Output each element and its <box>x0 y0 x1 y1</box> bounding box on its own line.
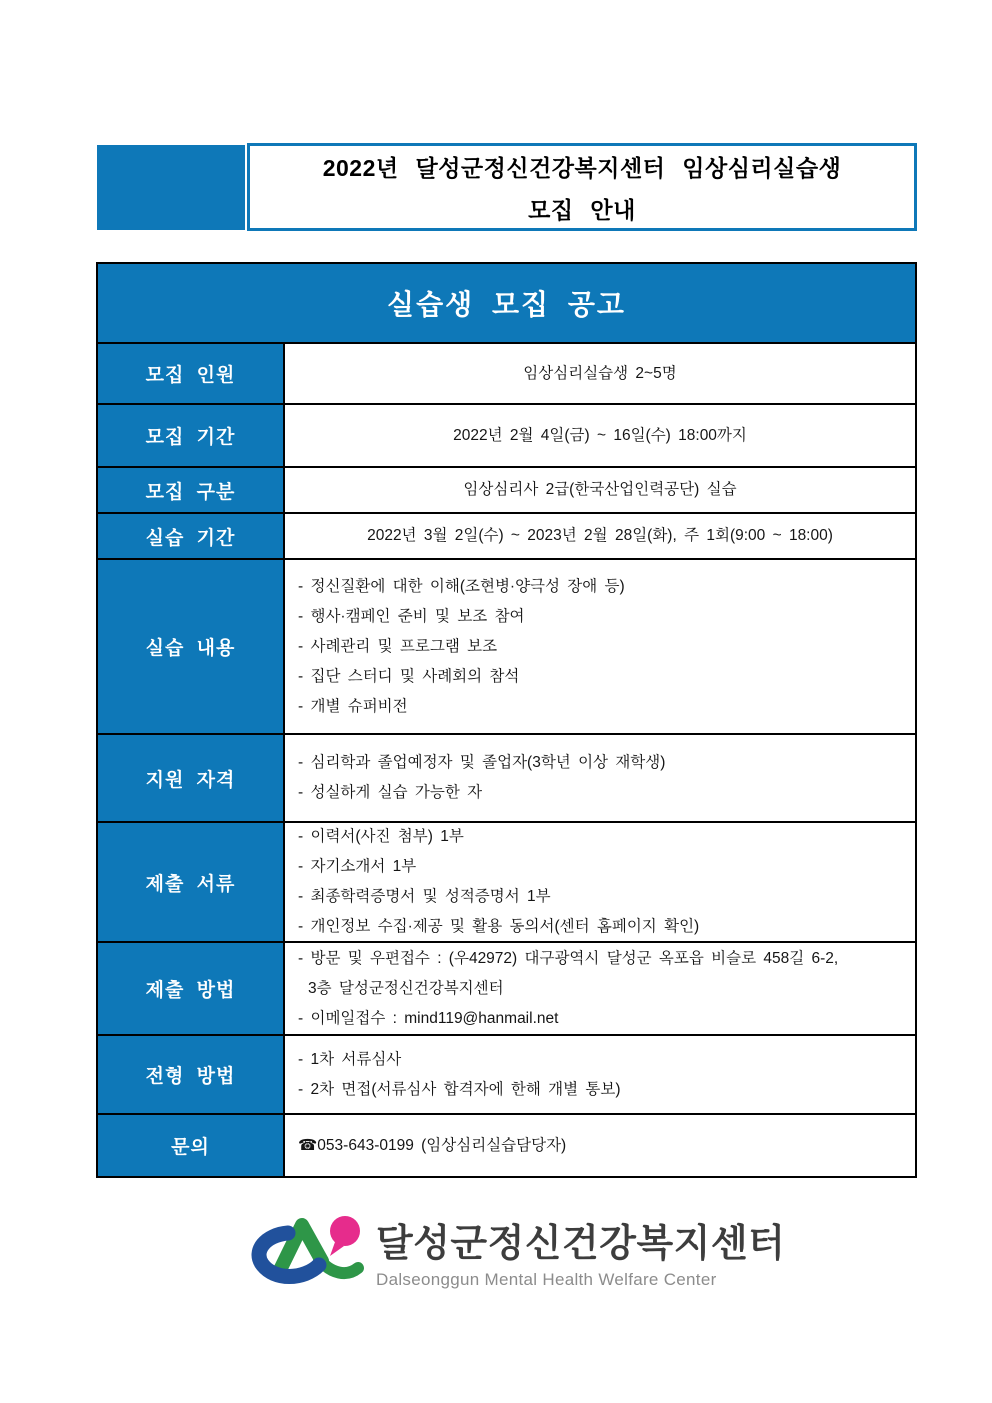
row-recruit-type <box>98 466 915 512</box>
row-label: 지원 자격 <box>98 735 285 821</box>
row-value <box>285 468 915 512</box>
row-label: 실습 기간 <box>98 514 285 558</box>
document-title-line2: 모집 안내 <box>528 196 636 223</box>
logo-text-block <box>376 1212 785 1290</box>
row-value-line: 임상심리사 2급(한국산업인력공단) 실습 <box>463 481 737 498</box>
center-logo-icon <box>246 1208 368 1294</box>
table-header: 실습생 모집 공고 <box>98 264 915 342</box>
row-value <box>285 1036 915 1113</box>
row-label: 모집 구분 <box>98 468 285 512</box>
row-value-line: - 행사·캠페인 준비 및 보조 참여 <box>298 607 525 625</box>
title-accent-block <box>97 145 245 230</box>
row-value-line: 2022년 3월 2일(수) ~ 2023년 2월 28일(화), 주 1회(9:00 ~ 18:00) <box>367 527 833 544</box>
row-value <box>285 344 915 403</box>
document-title-box <box>247 143 917 231</box>
row-label: 전형 방법 <box>98 1036 285 1113</box>
center-logo <box>246 1208 785 1294</box>
row-value-line: 임상심리실습생 2~5명 <box>523 364 677 382</box>
row-value-line: - 성실하게 실습 가능한 자 <box>298 784 483 801</box>
document-title-line1: 2022년 달성군정신건강복지센터 임상심리실습생 <box>322 154 842 181</box>
row-value-line: - 정신질환에 대한 이해(조현병·양극성 장애 등) <box>298 577 625 595</box>
row-value-line: - 최종학력증명서 및 성적증명서 1부 <box>298 888 551 905</box>
row-value-line: - 심리학과 졸업예정자 및 졸업자(3학년 이상 재학생) <box>298 754 666 771</box>
row-label: 모집 기간 <box>98 405 285 466</box>
row-value-line: - 1차 서류심사 <box>298 1050 402 1068</box>
row-value-line: - 이력서(사진 첨부) 1부 <box>298 828 464 845</box>
row-value <box>285 405 915 466</box>
row-value-line: - 방문 및 우편접수 : (우42972) 대구광역시 달성군 옥포읍 비슬로 458길 6-2, <box>298 949 839 967</box>
row-practice-content <box>98 558 915 733</box>
row-value-line: - 2차 면접(서류심사 합격자에 한해 개별 통보) <box>298 1080 621 1098</box>
row-value-line: - 개별 슈퍼비전 <box>298 697 408 715</box>
row-documents <box>98 821 915 941</box>
row-label: 제출 방법 <box>98 943 285 1034</box>
row-qualifications <box>98 733 915 821</box>
row-value-line: - 개인정보 수집·제공 및 활용 동의서(센터 홈페이지 확인) <box>298 918 700 935</box>
row-label: 실습 내용 <box>98 560 285 733</box>
row-value-line: - 자기소개서 1부 <box>298 858 417 875</box>
row-value-line phone-number: ☎053-643-0199 (임상심리실습담당자) <box>298 1136 567 1154</box>
row-value-line: 3층 달성군정신건강복지센터 <box>308 979 504 997</box>
row-recruit-count <box>98 342 915 403</box>
row-value-line: - 집단 스터디 및 사례회의 참석 <box>298 667 520 685</box>
row-contact <box>98 1113 915 1176</box>
row-label: 제출 서류 <box>98 823 285 941</box>
row-label: 문의 <box>98 1115 285 1176</box>
row-value <box>285 514 915 558</box>
row-value <box>285 735 915 821</box>
logo-english-name: Dalseonggun Mental Health Welfare Center <box>376 1270 717 1289</box>
row-value-line: - 사례관리 및 프로그램 보조 <box>298 637 498 655</box>
row-submission-method <box>98 941 915 1034</box>
row-value <box>285 823 915 941</box>
logo-korean-name: 달성군정신건강복지센터 <box>376 1223 786 1265</box>
row-recruit-period <box>98 403 915 466</box>
row-value <box>285 943 915 1034</box>
row-label: 모집 인원 <box>98 344 285 403</box>
row-value <box>285 560 915 733</box>
row-practice-period <box>98 512 915 558</box>
row-value <box>285 1115 915 1176</box>
row-value-line: 2022년 2월 4일(금) ~ 16일(수) 18:00까지 <box>453 426 747 444</box>
row-selection-method <box>98 1034 915 1113</box>
row-value-line: - 이메일접수 : mind119@hanmail.net <box>298 1009 559 1027</box>
recruitment-table <box>96 262 917 1178</box>
